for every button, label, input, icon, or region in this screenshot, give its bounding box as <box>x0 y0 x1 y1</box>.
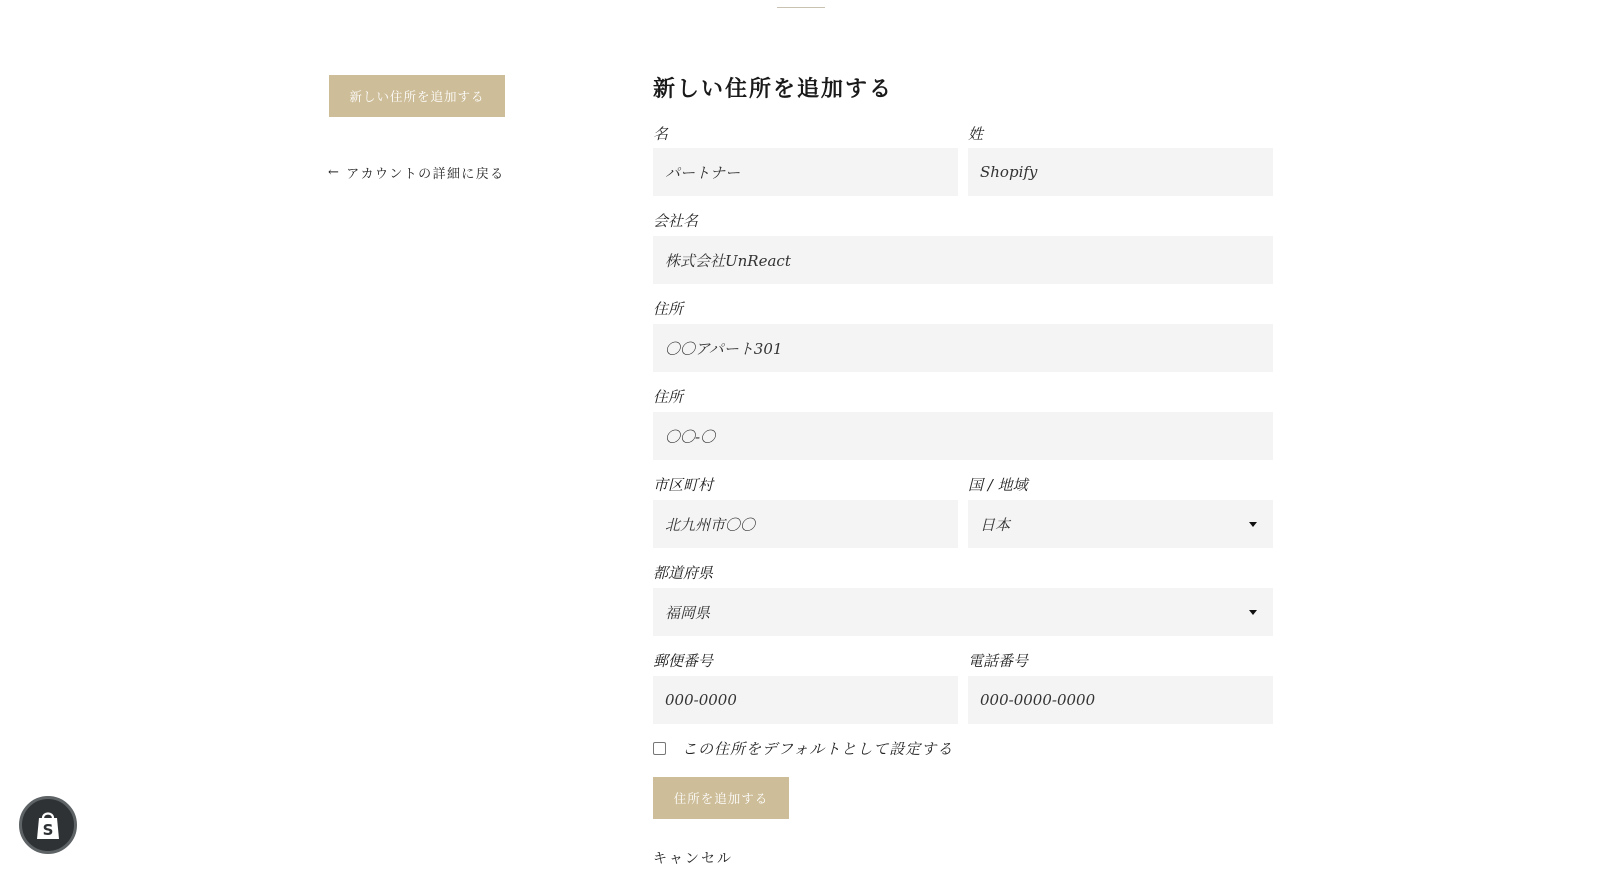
country-select[interactable] <box>968 500 1273 548</box>
top-divider <box>777 7 825 8</box>
first-name-label: 名 <box>653 125 669 143</box>
add-address-submit-button[interactable]: 住所を追加する <box>653 777 789 819</box>
province-label: 都道府県 <box>653 564 714 582</box>
company-input[interactable]: 株式会社UnReact <box>653 236 1273 284</box>
shopify-bag-svg <box>35 810 61 840</box>
default-address-label: この住所をデフォルトとして設定する <box>682 740 954 758</box>
form-title: 新しい住所を追加する <box>653 76 894 102</box>
shopify-bag-icon[interactable] <box>19 796 77 854</box>
cancel-link[interactable]: キャンセル <box>653 851 733 867</box>
first-name-input[interactable]: パートナー <box>653 148 958 196</box>
phone-input[interactable]: 000-0000-0000 <box>968 676 1273 724</box>
city-label: 市区町村 <box>653 476 714 494</box>
address1-input[interactable]: 〇〇アパート301 <box>653 324 1273 372</box>
back-to-account-link[interactable] <box>328 163 505 182</box>
back-link-label: アカウントの詳細に戻る <box>346 167 505 182</box>
arrow-left-icon: ← <box>328 165 341 180</box>
city-input[interactable]: 北九州市〇〇 <box>653 500 958 548</box>
default-address-checkbox[interactable] <box>653 742 666 755</box>
province-select-value: 福岡県 <box>665 603 711 622</box>
zip-input[interactable]: 000-0000 <box>653 676 958 724</box>
phone-label: 電話番号 <box>968 652 1029 670</box>
shopify-letter: S <box>42 821 54 839</box>
company-label: 会社名 <box>653 212 699 230</box>
add-new-address-button[interactable]: 新しい住所を追加する <box>329 75 505 117</box>
chevron-down-icon <box>1249 522 1257 527</box>
country-label: 国 / 地域 <box>968 476 1028 494</box>
address2-input[interactable]: 〇〇-〇 <box>653 412 1273 460</box>
province-select[interactable] <box>653 588 1273 636</box>
chevron-down-icon <box>1249 610 1257 615</box>
zip-label: 郵便番号 <box>653 652 714 670</box>
address2-label: 住所 <box>653 388 684 406</box>
address1-label: 住所 <box>653 300 684 318</box>
default-address-option[interactable] <box>653 738 953 759</box>
country-select-value: 日本 <box>980 515 1011 534</box>
last-name-input[interactable]: Shopify <box>968 148 1273 196</box>
last-name-label: 姓 <box>968 125 984 143</box>
